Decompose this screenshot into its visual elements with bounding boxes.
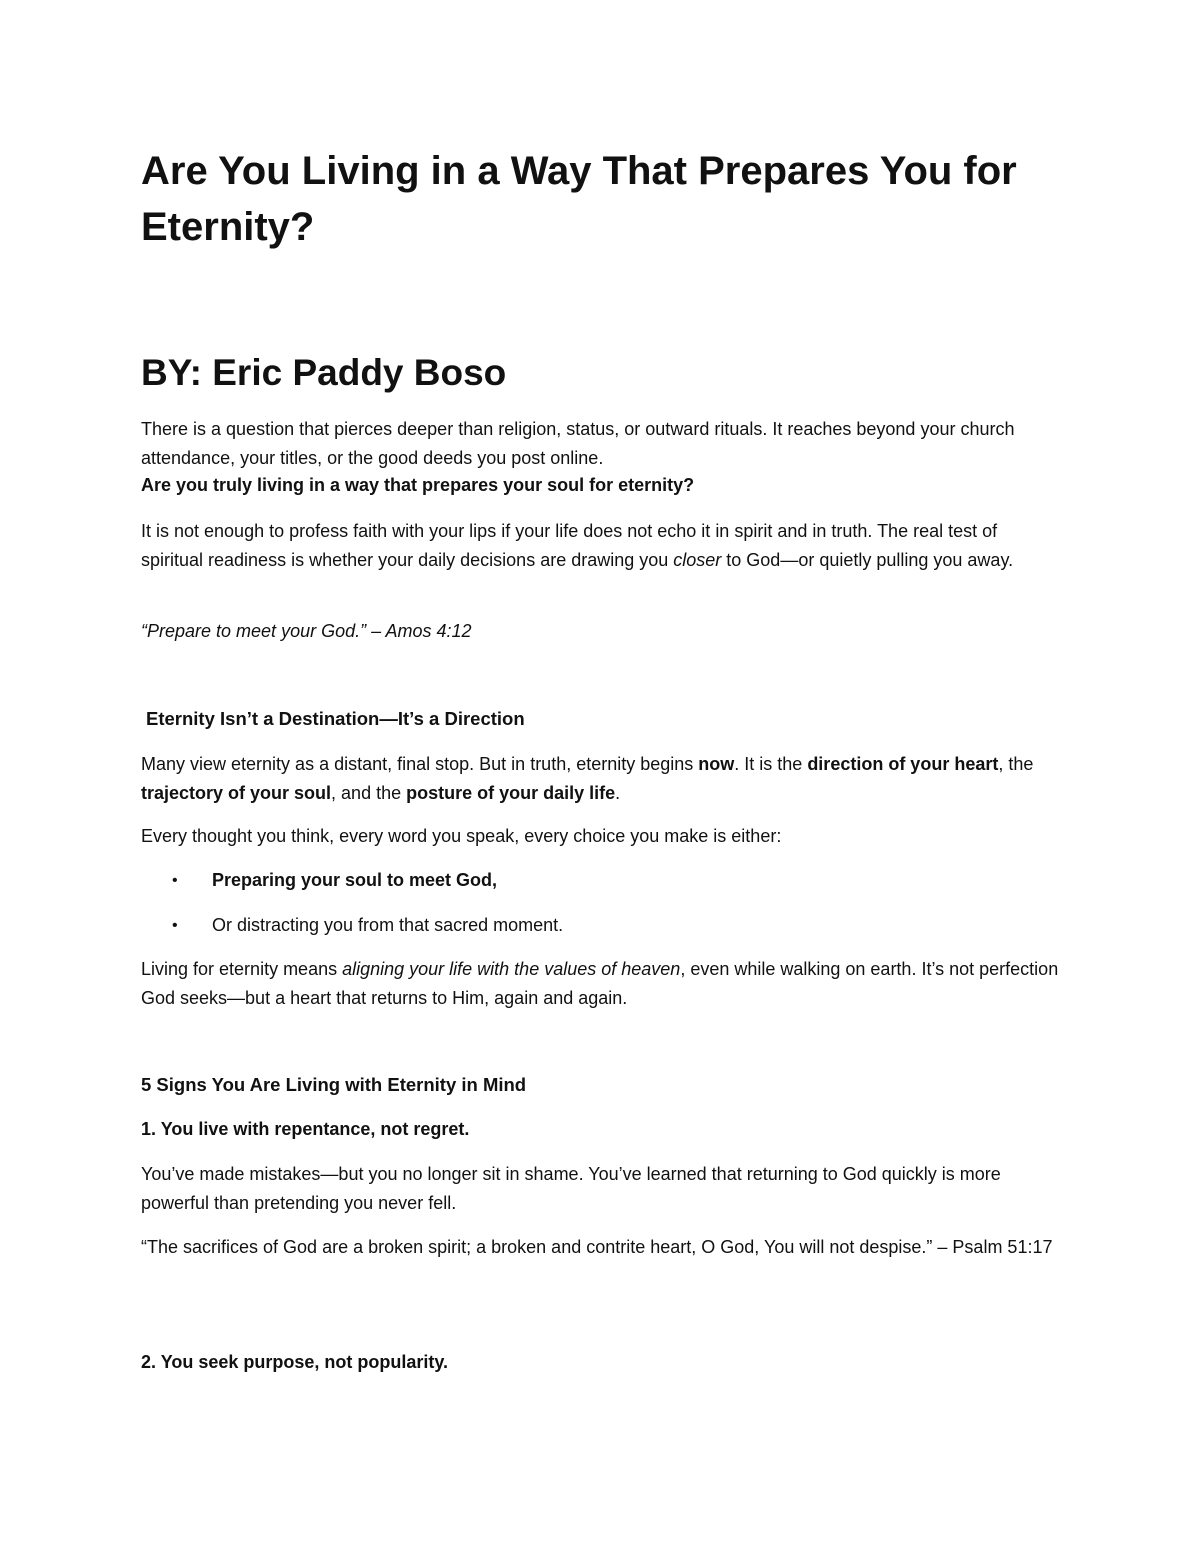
emphasis-text: aligning your life with the values of heaven xyxy=(342,959,681,979)
document-title: Are You Living in a Way That Prepares You for Eternity? xyxy=(141,149,1017,249)
bullet-icon: • xyxy=(172,872,178,889)
section-heading: 5 Signs You Are Living with Eternity in Mind xyxy=(141,1074,527,1095)
intro-paragraph-2 xyxy=(141,517,1061,575)
section-paragraph-3 xyxy=(141,955,1061,1013)
sign-heading: 2. You seek purpose, not popularity. xyxy=(141,1352,449,1372)
text-run: Living for eternity means xyxy=(141,959,343,979)
bold-text: posture of your daily life xyxy=(406,783,616,803)
scripture-quote xyxy=(141,617,1061,646)
list-item-text: Preparing your soul to meet God, xyxy=(212,870,498,890)
bold-text: trajectory of your soul xyxy=(141,783,332,803)
text-run: . xyxy=(615,783,621,803)
bullet-icon: • xyxy=(172,917,178,934)
author-byline: BY: Eric Paddy Boso xyxy=(141,352,507,393)
text-run: It is not enough to profess faith with your lips if your life does not echo it in spirit and in truth. The real test of spiritual readiness is whether your daily decisions are drawing you xyxy=(141,521,998,570)
sign-paragraph: You’ve made mistakes—but you no longer sit in shame. You’ve learned that returning to God quickly is more powerful than pretending you never fell. xyxy=(141,1164,1001,1213)
text-run: , even while walking on earth. It’s not perfection God seeks—but a heart that returns to Him, again and again. xyxy=(141,959,1059,1008)
verse-text: “Prepare to meet your God.” xyxy=(141,621,367,641)
section-paragraph-2: Every thought you think, every word you speak, every choice you make is either: xyxy=(141,826,782,846)
bold-text: direction of your heart xyxy=(807,754,999,774)
section-heading: Eternity Isn’t a Destination—It’s a Direction xyxy=(146,708,525,729)
text-run: . It is the xyxy=(734,754,808,774)
bold-text: now xyxy=(698,754,735,774)
list-item-text: Or distracting you from that sacred moment. xyxy=(212,915,564,935)
scripture-quote: “The sacrifices of God are a broken spirit; a broken and contrite heart, O God, You will not despise.” – Psalm 51:17 xyxy=(141,1237,1053,1257)
text-run: to God—or quietly pulling you away. xyxy=(721,550,1014,570)
intro-paragraph: There is a question that pierces deeper than religion, status, or outward rituals. It reaches beyond your church attendance, your titles, or the good deeds you post online. xyxy=(141,419,1015,468)
intro-question: Are you truly living in a way that prepares your soul for eternity? xyxy=(141,475,695,495)
text-run: , and the xyxy=(331,783,407,803)
emphasis-text: closer xyxy=(673,550,722,570)
sign-heading: 1. You live with repentance, not regret. xyxy=(141,1119,470,1139)
verse-reference: – Amos 4:12 xyxy=(366,621,472,641)
text-run: , the xyxy=(998,754,1034,774)
section-paragraph xyxy=(141,750,1061,808)
text-run: Many view eternity as a distant, final stop. But in truth, eternity begins xyxy=(141,754,699,774)
